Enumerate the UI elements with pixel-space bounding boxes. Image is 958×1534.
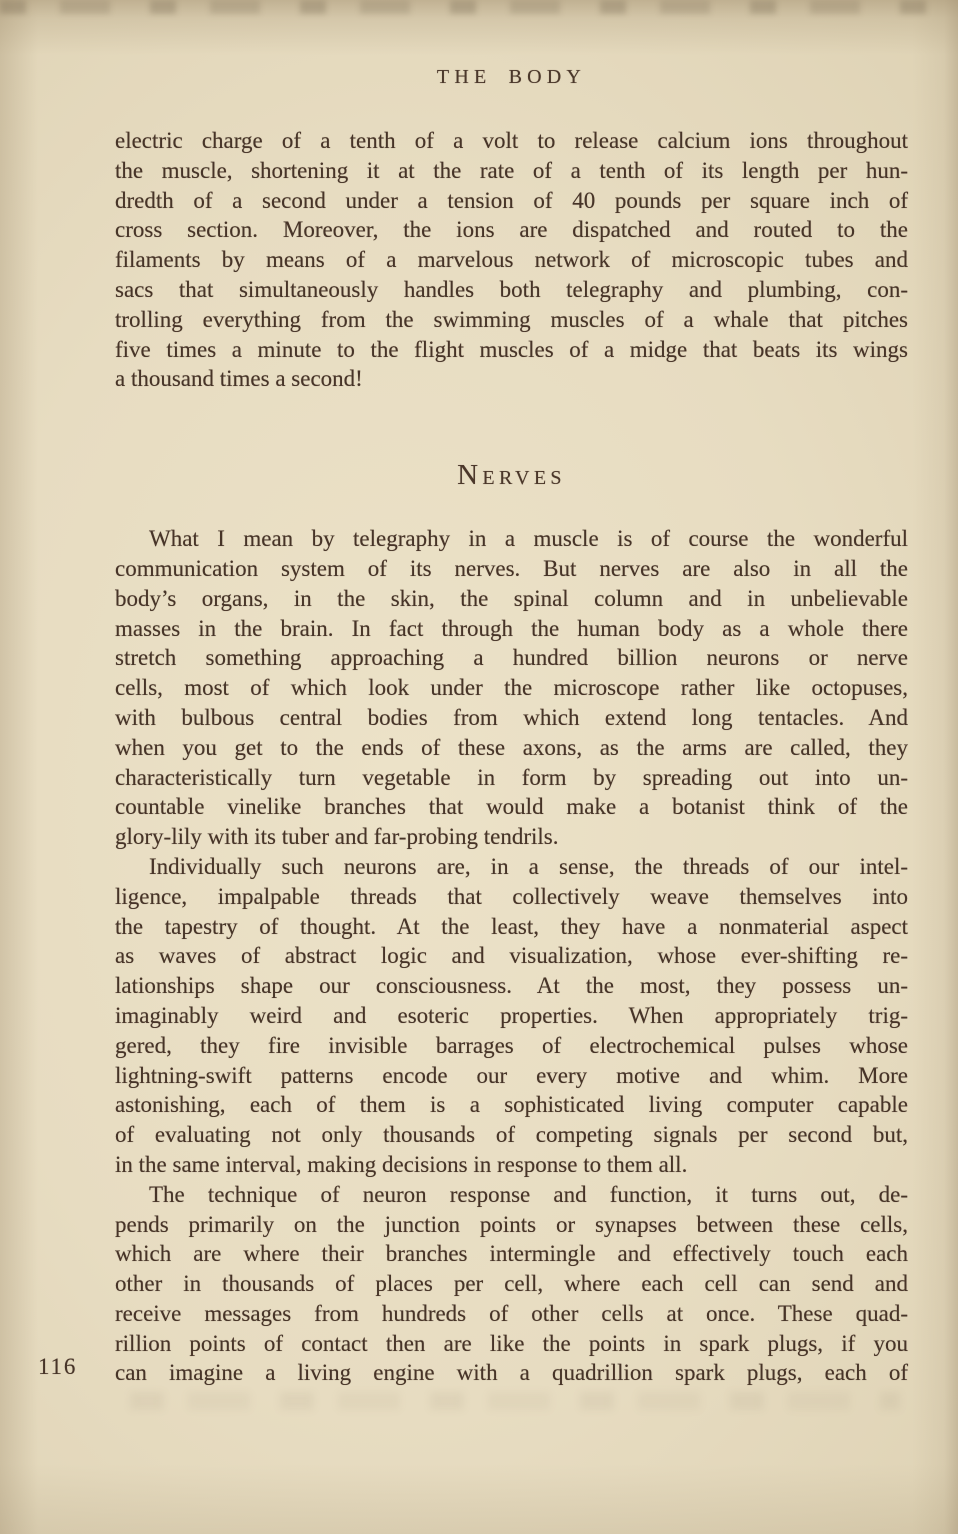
text-line: with bulbous central bodies from which extend long tentacles. And: [115, 704, 908, 730]
text-line: the tapestry of thought. At the least, they have a nonmaterial aspect: [115, 913, 908, 939]
text-line: cells, most of which look under the microscope rather like octopuses,: [115, 675, 908, 701]
text-line: pends primarily on the junction points or synapses between these cells,: [115, 1211, 908, 1237]
text-line: imaginably weird and esoteric properties. When appropriately trig-: [115, 1002, 908, 1028]
text-column: [115, 126, 908, 1388]
text-line: body’s organs, in the skin, the spinal column and in unbelievable: [115, 585, 908, 611]
paragraph: [115, 126, 908, 394]
text-line: glory-lily with its tuber and far-probing tendrils.: [115, 824, 559, 850]
text-line: stretch something approaching a hundred billion neurons or nerve: [115, 645, 908, 671]
running-head: THE BODY: [436, 66, 587, 88]
intro-paragraph-host: [115, 126, 908, 394]
scan-edge-texture: [0, 0, 958, 14]
text-line: sacs that simultaneously handles both telegraphy and plumbing, con-: [115, 276, 908, 302]
text-line: rillion points of contact then are like the points in spark plugs, if you: [115, 1330, 908, 1356]
paragraph: [115, 1180, 908, 1389]
text-line: dredth of a second under a tension of 40 pounds per square inch of: [115, 187, 908, 213]
text-line: five times a minute to the flight muscles of a midge that beats its wings: [115, 336, 908, 362]
page-bleed-through-artifact: [130, 1392, 900, 1410]
section-heading: Nerves: [457, 459, 566, 492]
paragraph: [115, 852, 908, 1180]
text-line: electric charge of a tenth of a volt to release calcium ions throughout: [115, 128, 908, 153]
text-line: other in thousands of places per cell, where each cell can send and: [115, 1271, 908, 1297]
page-number: 116: [38, 1354, 78, 1379]
text-line: lationships shape our consciousness. At the most, they possess un-: [115, 973, 908, 999]
text-line: in the same interval, making decisions in response to them all.: [115, 1151, 688, 1177]
text-line: What I mean by telegraphy in a muscle is of course the wonderful: [149, 526, 908, 552]
section-paragraphs-host: [115, 524, 908, 1388]
text-line: filaments by means of a marvelous network of microscopic tubes and: [115, 247, 908, 273]
text-line: Individually such neurons are, in a sense, the threads of our intel-: [149, 853, 908, 879]
text-line: lightning-swift patterns encode our every motive and whim. More: [115, 1062, 908, 1088]
text-line: masses in the brain. In fact through the human body as a whole there: [115, 615, 908, 641]
text-line: trolling everything from the swimming muscles of a whale that pitches: [115, 306, 908, 332]
text-line: ligence, impalpable threads that collectively weave themselves into: [115, 883, 908, 909]
text-line: cross section. Moreover, the ions are dispatched and routed to the: [115, 217, 908, 243]
text-line: gered, they fire invisible barrages of electrochemical pulses whose: [115, 1032, 908, 1058]
text-line: a thousand times a second!: [115, 366, 363, 392]
text-line: of evaluating not only thousands of competing signals per second but,: [115, 1122, 908, 1148]
text-line: receive messages from hundreds of other cells at once. These quad-: [115, 1300, 908, 1326]
text-line: when you get to the ends of these axons, as the arms are called, they: [115, 734, 908, 760]
text-line: as waves of abstract logic and visualization, whose ever-shifting re-: [115, 943, 908, 969]
text-line: astonishing, each of them is a sophisticated living computer capable: [115, 1092, 908, 1118]
text-line: the muscle, shortening it at the rate of a tenth of its length per hun-: [115, 157, 908, 183]
text-line: countable vinelike branches that would make a botanist think of the: [115, 794, 908, 820]
text-line: communication system of its nerves. But nerves are also in all the: [115, 555, 908, 581]
text-line: The technique of neuron response and function, it turns out, de-: [149, 1181, 908, 1207]
paragraph: [115, 524, 908, 852]
text-line: which are where their branches intermingle and effectively touch each: [115, 1241, 908, 1267]
text-line: characteristically turn vegetable in form by spreading out into un-: [115, 764, 908, 790]
text-line: can imagine a living engine with a quadrillion spark plugs, each of: [115, 1360, 908, 1386]
